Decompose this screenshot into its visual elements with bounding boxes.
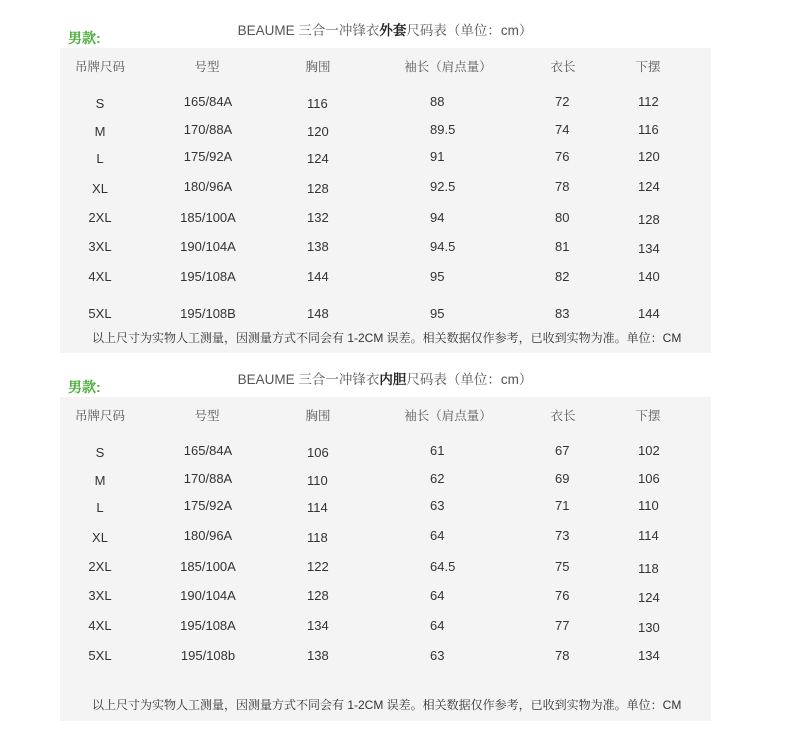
cell-body-type: 180/96A (183, 179, 233, 194)
size-row-m (0, 471, 800, 487)
cell-chest: 106 (307, 445, 329, 460)
cell-body-length: 67 (555, 443, 570, 458)
cell-chest: 124 (307, 151, 329, 166)
title-suffix: 尺码表（单位：cm） (406, 23, 533, 38)
size-row-3xl (0, 239, 800, 255)
chart-title (185, 372, 585, 388)
cell-hem: 128 (638, 212, 660, 227)
size-row-3xl (0, 588, 800, 604)
header-body-length: 衣长 (550, 60, 576, 74)
cell-sleeve-length: 63 (430, 648, 445, 663)
cell-chest: 128 (307, 181, 329, 196)
header-chest: 胸围 (305, 409, 331, 423)
cell-tag-size: M (94, 473, 106, 488)
cell-tag-size: XL (92, 530, 108, 545)
cell-body-length: 72 (555, 94, 570, 109)
cell-chest: 138 (307, 239, 329, 254)
cell-chest: 122 (307, 559, 329, 574)
cell-body-type: 170/88A (183, 471, 233, 486)
header-hem: 下摆 (635, 60, 661, 74)
header-sleeve-length: 袖长（肩点量） (404, 60, 492, 74)
cell-chest: 138 (307, 648, 329, 663)
cell-sleeve-length: 61 (430, 443, 445, 458)
cell-hem: 140 (638, 269, 660, 284)
size-row-2xl (0, 210, 800, 226)
cell-tag-size: L (96, 151, 104, 166)
cell-chest: 120 (307, 124, 329, 139)
cell-hem: 124 (638, 590, 660, 605)
cell-chest: 144 (307, 269, 329, 284)
cell-hem: 114 (638, 528, 659, 543)
cell-chest: 148 (307, 306, 329, 321)
header-tag-size: 吊牌尺码 (74, 409, 125, 423)
cell-body-length: 83 (555, 306, 570, 321)
title-suffix: 尺码表（单位：cm） (406, 372, 533, 387)
title-highlight: 外套 (379, 23, 407, 38)
cell-body-length: 76 (555, 588, 570, 603)
cell-tag-size: S (95, 96, 105, 111)
cell-body-length: 69 (555, 471, 570, 486)
cell-hem: 130 (638, 620, 660, 635)
cell-hem: 106 (638, 471, 660, 486)
size-row-5xl (0, 648, 800, 664)
cell-body-type: 195/108A (180, 618, 236, 633)
cell-tag-size: 5XL (88, 306, 112, 321)
cell-body-type: 165/84A (183, 443, 233, 458)
cell-hem: 116 (638, 122, 659, 137)
cell-chest: 132 (307, 210, 329, 225)
cell-tag-size: 2XL (88, 559, 112, 574)
mens-label: 男款: (68, 379, 101, 395)
cell-body-type: 170/88A (183, 122, 233, 137)
cell-body-length: 81 (555, 239, 570, 254)
cell-body-length: 75 (555, 559, 570, 574)
measurement-note: 以上尺寸为实物人工测量，因测量方式不同会有 1-2CM 误差。相关数据仅作参考，已收到实物为准。单位：CM (92, 698, 682, 712)
cell-sleeve-length: 91 (430, 149, 445, 164)
cell-body-length: 76 (555, 149, 570, 164)
cell-body-type: 165/84A (183, 94, 233, 109)
cell-hem: 112 (638, 94, 659, 109)
cell-body-length: 78 (555, 179, 570, 194)
size-row-4xl (0, 618, 800, 634)
cell-hem: 134 (638, 648, 660, 663)
cell-body-type: 175/92A (183, 498, 233, 513)
chart-title (185, 23, 585, 39)
size-row-2xl (0, 559, 800, 575)
cell-tag-size: M (94, 124, 106, 139)
cell-hem: 124 (638, 179, 660, 194)
outer-jacket-size-chart (0, 0, 800, 360)
cell-body-type: 195/108A (180, 269, 236, 284)
cell-sleeve-length: 89.5 (430, 122, 456, 137)
cell-sleeve-length: 88 (430, 94, 445, 109)
header-hem: 下摆 (635, 409, 661, 423)
table-header (0, 59, 800, 75)
cell-chest: 110 (307, 473, 328, 488)
header-body-type: 号型 (194, 60, 220, 74)
cell-hem: 134 (638, 241, 660, 256)
cell-chest: 128 (307, 588, 329, 603)
header-chest: 胸围 (305, 60, 331, 74)
cell-chest: 134 (307, 618, 329, 633)
cell-tag-size: L (96, 500, 104, 515)
header-body-length: 衣长 (550, 409, 576, 423)
size-row-xl (0, 179, 800, 195)
measurement-note: 以上尺寸为实物人工测量，因测量方式不同会有 1-2CM 误差。相关数据仅作参考，已收到实物为准。单位：CM (92, 331, 682, 345)
size-row-xl (0, 528, 800, 544)
cell-sleeve-length: 95 (430, 269, 445, 284)
cell-tag-size: 2XL (88, 210, 112, 225)
size-row-5xl (0, 306, 800, 322)
size-row-l (0, 498, 800, 514)
cell-body-length: 73 (555, 528, 570, 543)
cell-hem: 118 (638, 561, 659, 576)
cell-tag-size: 3XL (88, 239, 112, 254)
cell-tag-size: 5XL (88, 648, 112, 663)
cell-body-type: 195/108B (180, 306, 236, 321)
size-row-s (0, 443, 800, 459)
cell-hem: 102 (638, 443, 660, 458)
cell-hem: 144 (638, 306, 660, 321)
cell-sleeve-length: 62 (430, 471, 445, 486)
cell-body-length: 77 (555, 618, 570, 633)
cell-sleeve-length: 64 (430, 588, 445, 603)
cell-sleeve-length: 94 (430, 210, 445, 225)
cell-body-type: 190/104A (180, 239, 236, 254)
cell-sleeve-length: 64 (430, 528, 445, 543)
title-highlight: 内胆 (379, 372, 407, 387)
cell-body-length: 82 (555, 269, 570, 284)
cell-tag-size: 4XL (88, 618, 112, 633)
cell-body-type: 175/92A (183, 149, 233, 164)
title-prefix: BEAUME 三合一冲锋衣 (237, 372, 380, 387)
cell-tag-size: 3XL (88, 588, 112, 603)
cell-sleeve-length: 64.5 (430, 559, 456, 574)
cell-body-type: 180/96A (183, 528, 233, 543)
header-sleeve-length: 袖长（肩点量） (404, 409, 492, 423)
cell-body-type: 185/100A (180, 559, 236, 574)
cell-tag-size: S (95, 445, 105, 460)
cell-sleeve-length: 92.5 (430, 179, 456, 194)
header-tag-size: 吊牌尺码 (74, 60, 125, 74)
cell-body-type: 195/108b (180, 648, 236, 663)
cell-chest: 114 (307, 500, 328, 515)
cell-sleeve-length: 94.5 (430, 239, 456, 254)
cell-sleeve-length: 95 (430, 306, 445, 321)
cell-sleeve-length: 64 (430, 618, 445, 633)
size-row-l (0, 149, 800, 165)
inner-liner-size-chart (0, 349, 800, 735)
size-row-4xl (0, 269, 800, 285)
cell-sleeve-length: 63 (430, 498, 445, 513)
cell-hem: 110 (638, 498, 659, 513)
cell-body-type: 190/104A (180, 588, 236, 603)
cell-chest: 118 (307, 530, 328, 545)
cell-body-length: 71 (555, 498, 570, 513)
title-prefix: BEAUME 三合一冲锋衣 (237, 23, 380, 38)
size-row-m (0, 122, 800, 138)
size-row-s (0, 94, 800, 110)
mens-label: 男款: (68, 30, 101, 46)
table-header (0, 408, 800, 424)
cell-body-type: 185/100A (180, 210, 236, 225)
header-body-type: 号型 (194, 409, 220, 423)
cell-body-length: 80 (555, 210, 570, 225)
cell-hem: 120 (638, 149, 660, 164)
cell-body-length: 78 (555, 648, 570, 663)
cell-body-length: 74 (555, 122, 570, 137)
cell-tag-size: XL (92, 181, 108, 196)
cell-tag-size: 4XL (88, 269, 112, 284)
cell-chest: 116 (307, 96, 328, 111)
